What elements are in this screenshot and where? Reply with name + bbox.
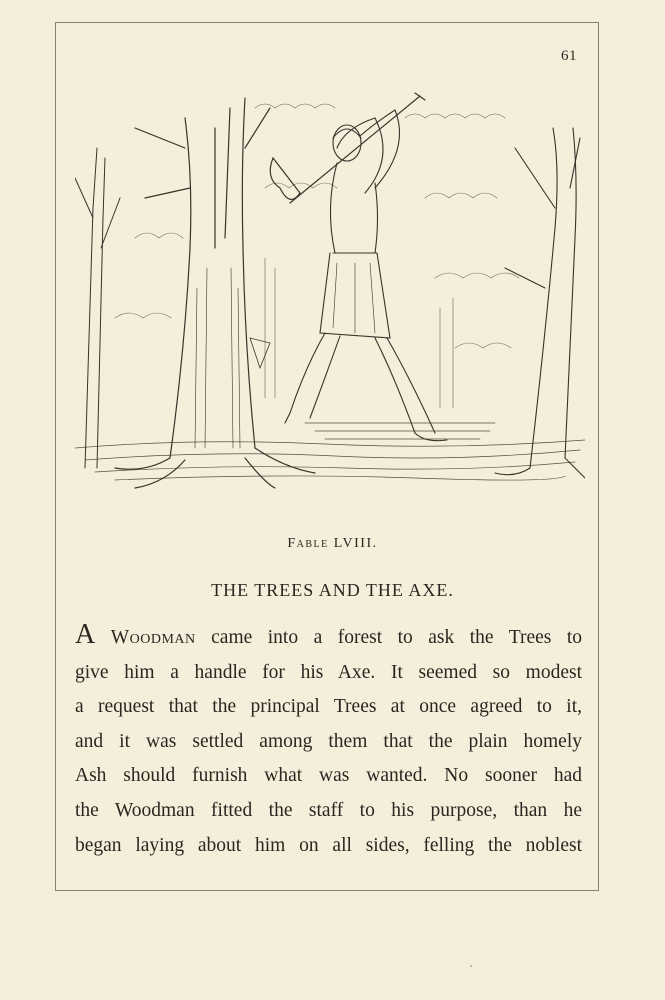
fable-body-text [75,621,582,863]
drop-cap: A [75,619,96,650]
body-line-4: and it was settled among them that the plain homely [75,730,582,752]
axe-icon [270,93,425,203]
fable-number: Fable LVIII. [287,536,378,551]
page-number: 61 [561,48,577,64]
body-line-6: the Woodman fitted the staff to his purpose, than he [75,799,582,821]
woodcut-illustration [75,88,585,493]
body-line-5: Ash should furnish what was wanted. No sooner had [75,765,582,787]
left-thin-tree [75,148,120,468]
body-line-1 [75,621,582,656]
woodman-figure [285,110,447,441]
fable-title: THE TREES AND THE AXE. [211,580,454,600]
right-tree [495,128,585,478]
body-line-3: a request that the principal Trees at once agreed to it, [75,696,582,718]
body-line-2: give him a handle for his Axe. It seemed so modest [75,661,582,683]
background-foliage [115,104,519,408]
ground-hatching [75,423,585,480]
paper-speck [470,965,472,967]
body-line-7: began laying about him on all sides, felling the noblest [75,834,582,856]
large-tree-trunk [115,98,315,488]
first-word-small-caps: Woodman [110,627,196,648]
body-line-1-text: came into a forest to ask the Trees to [195,627,582,648]
